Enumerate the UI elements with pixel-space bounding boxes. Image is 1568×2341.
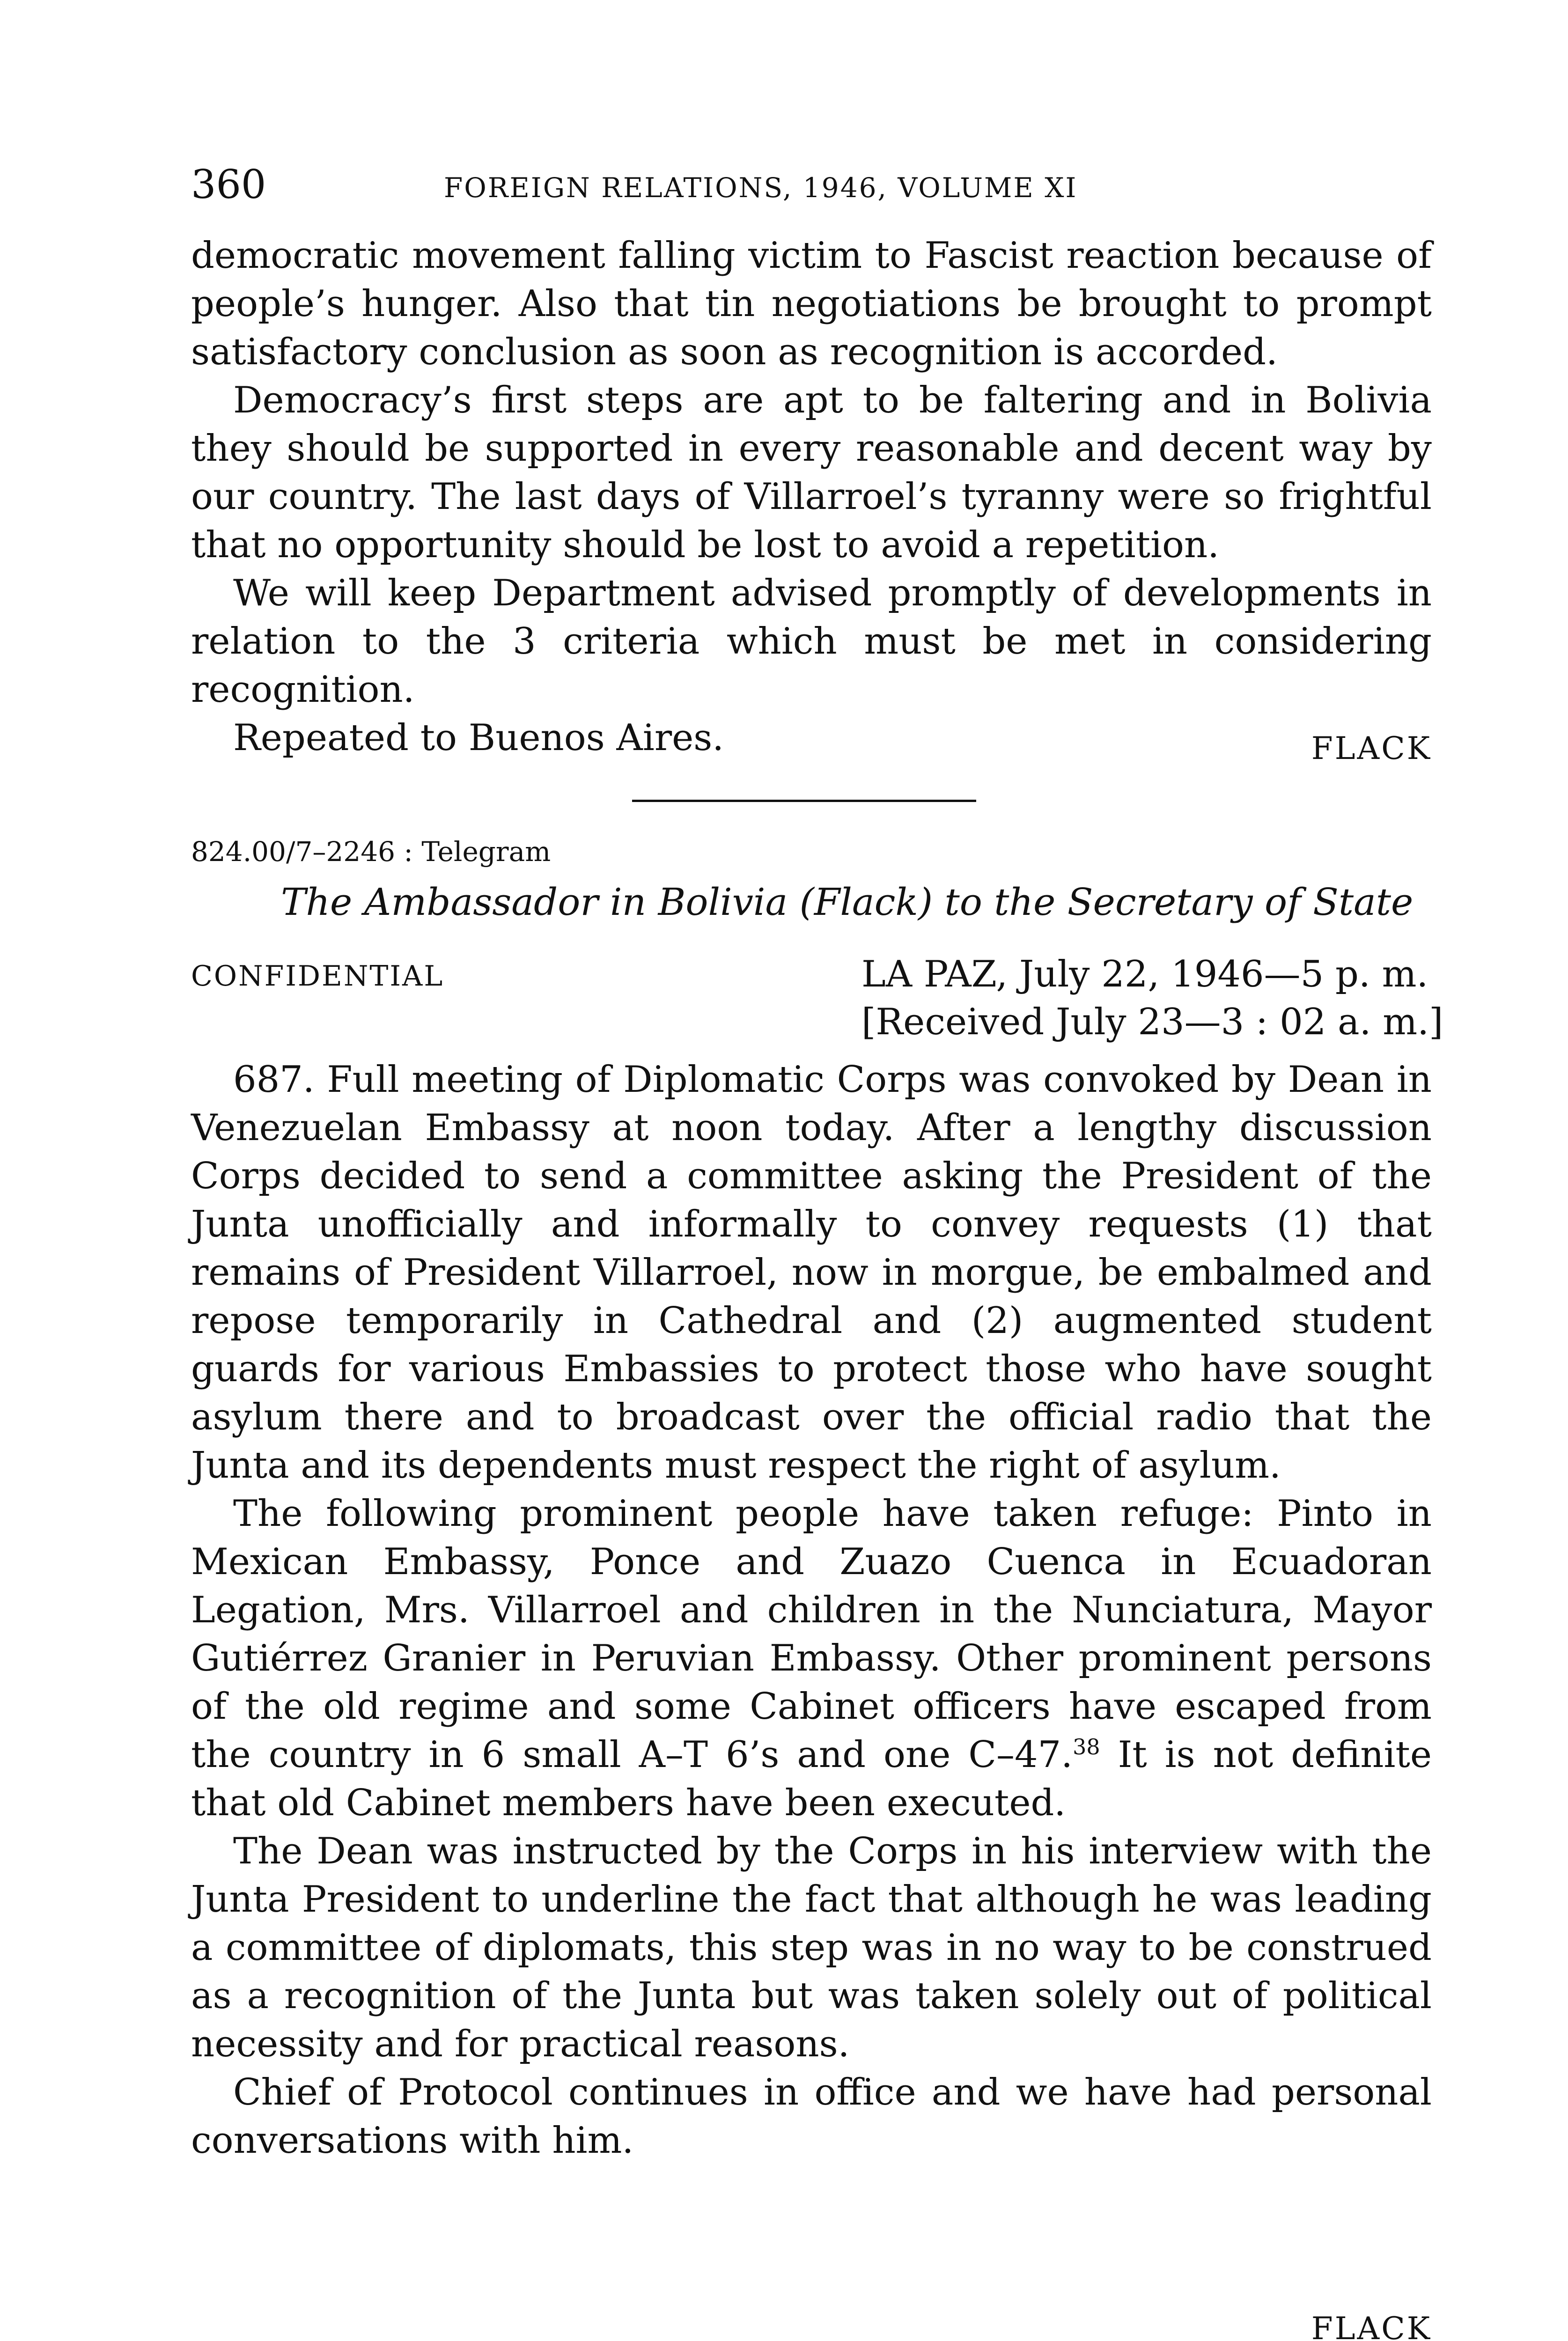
file-reference: 824.00/7–2246 : Telegram <box>191 836 551 868</box>
paragraph: democratic movement falling victim to Fascist reaction because of people’s hunger. Also that tin negotiations be brought to prompt satisfactory conclusion as soon as recognition is accorded. <box>191 235 1432 373</box>
paragraph: 687. Full meeting of Diplomatic Corps was convoked by Dean in Venezuelan Embassy at noon today. After a lengthy discussion Corps decided to send a committee asking the President of the Junta unofficially and informally to convey requests (1) that remains of President Villarroel, now in morgue, be embalmed and repose temporarily in Cathedral and (2) augmented student guards for various Embassies to protect those who have sought asylum there and to broadcast over the official radio that the Junta and its dependents must respect the right of asylum. <box>191 1059 1432 1487</box>
section-divider <box>632 800 976 802</box>
paragraph: Democracy’s first steps are apt to be faltering and in Bolivia they should be supported in every reasonable and decent way by our country. The last days of Villarroel’s tyranny were so frightful that no opportunity should be lost to avoid a repetition. <box>191 379 1432 566</box>
previous-telegram-conclusion <box>191 232 1432 762</box>
paragraph: We will keep Department advised promptly of developments in relation to the 3 criteria which must be met in considering recognition. <box>191 572 1432 711</box>
telegram-body <box>191 1056 1432 2165</box>
paragraph <box>191 1490 1432 1827</box>
signature: FLACK <box>1311 730 1432 766</box>
page-number: 360 <box>191 162 266 207</box>
paragraph: The Dean was instructed by the Corps in his interview with the Junta President to underline the fact that although he was leading a committee of diplomats, this step was in no way to be construed as a recognition of the Junta but was taken solely out of political necessity and for practical reasons. <box>191 1830 1432 2065</box>
dateline <box>861 950 1443 1046</box>
document-title: The Ambassador in Bolivia (Flack) to the Secretary of State <box>281 880 1413 924</box>
paragraph-text: It is not definite that old Cabinet members have been executed. <box>191 1734 1432 1824</box>
signature: FLACK <box>1311 2311 1432 2341</box>
running-head: FOREIGN RELATIONS, 1946, VOLUME XI <box>444 172 1078 204</box>
footnote-reference[interactable]: 38 <box>1073 1734 1100 1759</box>
dateline-received: [Received July 23—3 : 02 a. m.] <box>861 1001 1443 1043</box>
page-header <box>191 162 1377 213</box>
classification: CONFIDENTIAL <box>191 960 444 993</box>
paragraph: Repeated to Buenos Aires. <box>233 717 724 759</box>
paragraph: Chief of Protocol continues in office and we have had personal conversations with him. <box>191 2071 1432 2162</box>
paragraph-text: The following prominent people have taken refuge: Pinto in Mexican Embassy, Ponce and Zuazo Cuenca in Ecuadoran Legation, Mrs. Villarroel and children in the Nunciatura, Mayor Gutiérrez Granier in Peruvian Embassy. Other prominent persons of the old regime and some Cabinet officers have escaped from the country in 6 small A–T 6’s and one C–47. <box>191 1493 1432 1776</box>
dateline-sent: LA PAZ, July 22, 1946—5 p. m. <box>861 953 1428 995</box>
